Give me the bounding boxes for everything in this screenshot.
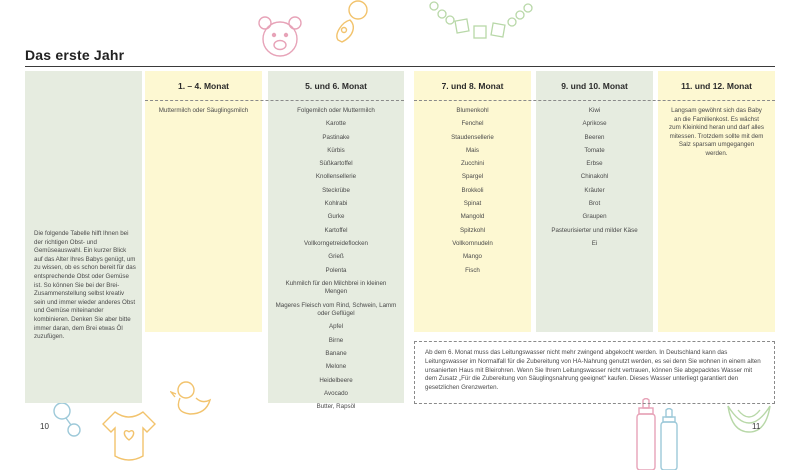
pacifier-icon: [330, 0, 376, 44]
page-title: Das erste Jahr: [25, 47, 125, 63]
column-item: Kuhmilch für den Milchbrei in kleinen Mengen: [285, 279, 387, 296]
column-item: Steckrübe: [322, 186, 350, 194]
column-item: Polenta: [325, 266, 347, 274]
column-item: Süßkartoffel: [319, 160, 353, 168]
column-item: Birne: [328, 336, 344, 344]
column-item: Beeren: [584, 133, 605, 141]
column-item: Kohlrabi: [324, 200, 348, 208]
column-item: Mais: [465, 146, 480, 154]
header-divider-right: [414, 100, 775, 101]
water-note-text: Ab dem 6. Monat muss das Leitungswasser nicht mehr zwingend abgekocht werden. In Deutschland kann das Leitungswasser im Normalfall für die Zubereitung von HA-Nahrung genutzt werden, es sei denn Sie wohnen in einem alten unsanierten Haus mit Bleirohren. Wenn Sie Ihrem Leitungswasser nicht vertrauen, können Sie abgepacktes Wasser mit dem Zusatz „Für die Zubereitung von Säuglingsnahrung geeignet“ kaufen. Dieses Wasser unterliegt garantiert den gesetzlichen Grenzwerten.: [425, 349, 761, 392]
column-item: Zucchini: [460, 160, 485, 168]
header-divider-left: [145, 100, 404, 101]
column-item: Erbse: [586, 160, 603, 168]
page-number-right: 11: [752, 422, 761, 431]
column-item: Mango: [463, 253, 482, 261]
column-items: [145, 101, 262, 332]
column-month-1-4: [145, 71, 262, 332]
column-item: Chinakohl: [580, 173, 609, 181]
intro-text: Die folgende Tabelle hilft Ihnen bei der richtigen Obst- und Gemüseauswahl. Ein kurzer Blick auf das Alter Ihres Babys genügt, um zu wissen, ob es schon bereit für das entsprechende Obst oder Gemüse ist. So können Sie bei der Brei-Zusammenstellung selbst kreativ sein und immer wieder anderes Obst und Gemüse miteinander kombinieren. Denken Sie aber bitte immer daran, dem Brei etwas Öl zuzufügen.: [34, 230, 136, 341]
column-item: Staudensellerie: [451, 133, 494, 141]
abc-blocks-chain-icon: [428, 0, 544, 48]
column-heading: 5. und 6. Monat: [305, 81, 367, 91]
column-month-7-8: [414, 71, 531, 332]
column-item: Knollensellerie: [315, 173, 357, 181]
column-items: [658, 101, 775, 332]
column-item: Vollkorngetreideflocken: [304, 239, 368, 247]
column-item: Gurke: [327, 213, 345, 221]
rattle-icon: [50, 400, 84, 440]
column-heading: 7. und 8. Monat: [441, 81, 504, 91]
column-month-11-12: [658, 71, 775, 332]
column-item: Pasteurisierter und milder Käse: [551, 226, 638, 234]
column-item: Brot: [588, 200, 601, 208]
baby-bottle-small-icon: [659, 408, 679, 470]
column-item: Blumenkohl: [456, 107, 489, 114]
title-underline: [25, 66, 775, 67]
column-item: Butter, Rapsöl: [316, 403, 356, 411]
column-item: Kürbis: [327, 146, 345, 154]
column-item: Folgemilch oder Muttermilch: [297, 107, 375, 114]
column-item: Langsam gewöhnt sich das Baby an die Familienkost. Es wächst zum Kleinkind heran und darf alles mitessen. Trotzdem sollte mit dem Salz sparsam umgegangen werden.: [669, 107, 764, 157]
intro-panel: [25, 71, 142, 403]
column-item: Apfel: [328, 323, 344, 331]
column-item: Banane: [325, 350, 347, 358]
column-item: Tomate: [584, 146, 605, 154]
water-note-box: [414, 341, 775, 404]
column-items: [268, 101, 404, 411]
column-item: Spitzkohl: [459, 226, 486, 234]
column-heading: 9. und 10. Monat: [561, 81, 628, 91]
column-item: Mangold: [460, 213, 485, 221]
bib-icon: [726, 404, 772, 434]
column-item: Brokkoli: [461, 186, 484, 194]
column-item: Ei: [591, 239, 598, 247]
column-item: Kartoffel: [324, 226, 348, 234]
column-item: Muttermilch oder Säuglingsmilch: [158, 107, 249, 114]
column-item: Avocado: [324, 389, 348, 397]
baby-bodysuit-icon: [101, 408, 157, 468]
column-items: [414, 101, 531, 332]
column-items: [536, 101, 653, 332]
teddy-bear-icon: [256, 14, 304, 60]
column-item: Karotte: [326, 120, 346, 128]
column-item: Heidelbeere: [319, 376, 353, 384]
column-heading: 1. – 4. Monat: [177, 81, 229, 91]
column-item: Graupen: [582, 213, 607, 221]
column-month-9-10: [536, 71, 653, 332]
column-item: Melone: [325, 363, 347, 371]
column-item: Fisch: [465, 266, 480, 274]
column-month-5-6: [268, 71, 404, 411]
column-item: Pastinake: [322, 133, 350, 141]
rubber-duck-icon: [170, 378, 214, 418]
column-item: Aprikose: [582, 120, 607, 128]
column-item: Vollkornnudeln: [452, 239, 493, 247]
column-item: Grieß: [328, 253, 344, 261]
column-item: Kiwi: [588, 107, 601, 114]
baby-bottle-icon: [634, 398, 658, 470]
page-number-left: 10: [40, 422, 49, 431]
column-item: Spargel: [461, 173, 484, 181]
column-item: Kräuter: [584, 186, 605, 194]
column-item: Mageres Fleisch vom Rind, Schwein, Lamm oder Geflügel: [275, 301, 397, 318]
column-item: Spinat: [463, 200, 482, 208]
column-heading: 11. und 12. Monat: [681, 81, 752, 91]
column-item: Fenchel: [461, 120, 484, 128]
